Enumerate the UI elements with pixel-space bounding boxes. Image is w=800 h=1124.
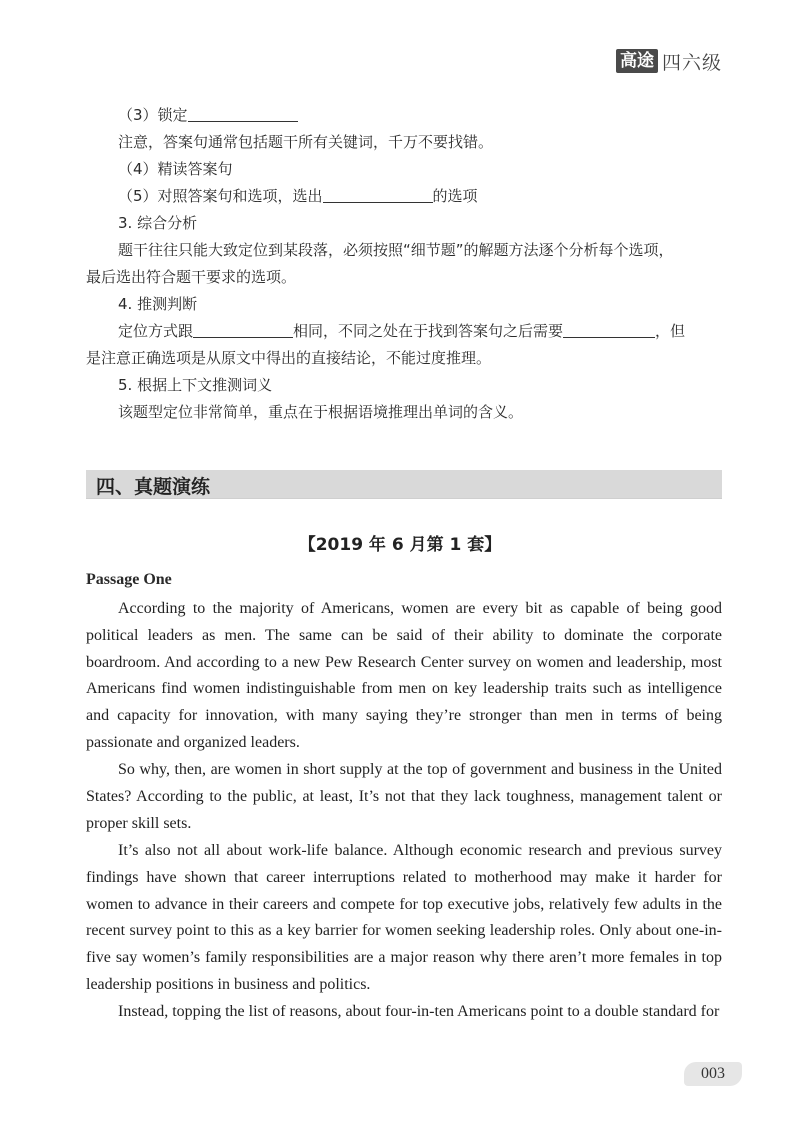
step-5-text-a: （5）对照答案句和选项，选出: [118, 187, 323, 205]
item-4-text-c: ，但: [655, 322, 686, 340]
item-4-text-line1: [118, 318, 685, 344]
item-4-text-b: 相同，不同之处在于找到答案句之后需要: [293, 322, 564, 340]
brand-logo: [616, 48, 722, 74]
step-4: （4）精读答案句: [118, 160, 233, 178]
passage-paragraph-1: According to the majority of Americans, women are every bit as capable of being good political leaders as men. The same can be said of their ability to dominate the corporate boardroom. And according to a new Pew Research Center survey on women and leadership, most Americans find women indistinguishable from men on key leadership traits such as intelligence and capacity for innovation, with many saying they’re stronger than men in terms of being passionate and organized leaders.: [86, 600, 722, 751]
item-3-title: 3. 综合分析: [118, 214, 198, 232]
brand-text: 四六级: [661, 51, 722, 74]
item-4-text-line2: 是注意正确选项是从原文中得出的直接结论，不能过度推理。: [86, 349, 492, 367]
item-5-title: 5. 根据上下文推测词义: [118, 376, 273, 394]
step-3-label: （3）锁定: [118, 106, 188, 124]
step-3-note: 注意，答案句通常包括题干所有关键词，千万不要找错。: [118, 133, 494, 151]
answer-blank: [188, 105, 298, 122]
answer-blank: [193, 321, 293, 338]
step-5: [118, 183, 478, 209]
section-header: [86, 470, 722, 499]
section-title: 四、真题演练: [96, 476, 211, 498]
step-3: [118, 102, 298, 128]
answer-blank: [323, 186, 433, 203]
passage-paragraph-4: Instead, topping the list of reasons, about four-in-ten Americans point to a double standard for: [118, 1003, 720, 1020]
item-3-text-line2: 最后选出符合题干要求的选项。: [86, 268, 297, 286]
page-number: 003: [684, 1062, 742, 1086]
passage-heading: Passage One: [86, 571, 172, 588]
passage-paragraph-2: So why, then, are women in short supply at the top of government and business in the United States? According to the public, at least, It’s not that they lack toughness, management talent or proper skill sets.: [86, 761, 722, 832]
step-5-text-b: 的选项: [432, 187, 478, 205]
item-4-title: 4. 推测判断: [118, 295, 198, 313]
item-5-text: 该题型定位非常简单，重点在于根据语境推理出单词的含义。: [118, 403, 524, 421]
exam-set-title: 【2019 年 6 月第 1 套】: [298, 535, 502, 555]
passage-paragraph-3: It’s also not all about work-life balance. Although economic research and previous survey findings have shown that career interruptions related to motherhood may make it harder for women to advance in their careers and compete for top executive jobs, relatively few adults in the recent survey point to this as a key barrier for women seeking leadership roles. Only about one-in-five say women’s family responsibilities are a major reason why there aren’t more females in top leadership positions in business and politics.: [86, 842, 722, 993]
item-3-text-line1: 题干往往只能大致定位到某段落，必须按照“细节题”的解题方法逐个分析每个选项，: [118, 241, 674, 259]
answer-blank: [563, 321, 655, 338]
brand-box: 高途: [616, 49, 658, 73]
item-4-text-a: 定位方式跟: [118, 322, 194, 340]
